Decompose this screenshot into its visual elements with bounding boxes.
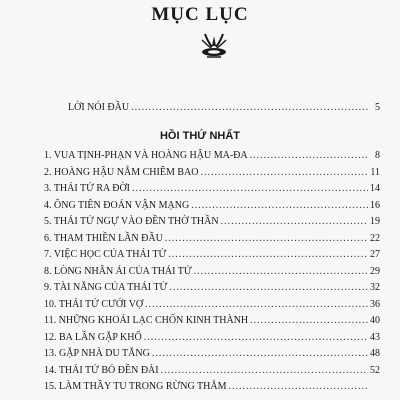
toc-entry[interactable]: [44, 299, 380, 316]
toc-entry[interactable]: [44, 249, 380, 266]
leader-dots: [191, 200, 368, 211]
toc-entry-preface[interactable]: [68, 102, 380, 113]
leader-dots: [131, 102, 368, 113]
entry-label: 6. THAM THIỀN LẦN ĐẦU: [44, 232, 163, 244]
toc-entry[interactable]: [44, 348, 380, 365]
toc-entry[interactable]: [44, 332, 380, 349]
toc-entry[interactable]: [44, 216, 380, 233]
entry-page-number: 43: [370, 331, 380, 343]
entry-page-number: 27: [370, 249, 380, 260]
leader-dots: [145, 299, 368, 310]
entry-page-number: 16: [370, 199, 380, 211]
leader-dots: [194, 266, 368, 277]
leader-dots: [221, 216, 368, 227]
leader-dots: [229, 381, 369, 392]
entry-label: 13. GẶP NHÀ DU TĂNG: [44, 348, 150, 359]
leader-dots: [144, 332, 368, 343]
leader-dots: [152, 348, 368, 359]
entry-label: 1. VUA TỊNH-PHẠN VÀ HOÀNG HẬU MA-ĐA: [44, 150, 248, 161]
entry-label: 7. VIỆC HỌC CỦA THÁI TỬ: [44, 249, 167, 260]
entry-label: 9. TÀI NĂNG CỦA THÁI TỬ: [44, 282, 168, 293]
leader-dots: [168, 249, 368, 260]
entry-label: 2. HOÀNG HẬU NẰM CHIÊM BAO: [44, 166, 199, 178]
entry-page-number: 11: [370, 166, 380, 178]
toc-entry[interactable]: [44, 365, 380, 382]
entry-page-number: 40: [370, 315, 380, 326]
section-heading: HỒI THỨ NHẤT: [159, 130, 240, 142]
toc-entry[interactable]: [44, 266, 380, 283]
leader-dots: [165, 233, 368, 244]
toc-entry[interactable]: [44, 150, 380, 167]
entry-label: 15. LÀM THẦY TU TRONG RỪNG THẲM: [44, 381, 227, 392]
leader-dots: [161, 365, 368, 376]
leader-dots: [250, 150, 368, 161]
entry-page-number: 36: [370, 298, 380, 310]
entry-label: 14. THÁI TỬ BỎ ĐỀN ĐÀI: [44, 364, 159, 376]
leader-dots: [250, 315, 368, 326]
toc-entry[interactable]: [44, 200, 380, 217]
entry-label: 3. THÁI TỬ RA ĐỜI: [44, 183, 131, 194]
toc-entry[interactable]: [44, 315, 380, 332]
toc-list: [44, 150, 380, 398]
entry-page-number: 48: [370, 348, 380, 359]
leader-dots: [200, 167, 368, 178]
entry-page-number: 8: [375, 150, 380, 161]
entry-label: LỜI NÓI ĐẦU: [68, 102, 130, 113]
page-title: MỤC LỤC: [151, 4, 249, 25]
lotus-ornament-icon: [197, 32, 231, 62]
leader-dots: [132, 183, 368, 194]
entry-page-number: 29: [370, 265, 380, 277]
entry-page-number: 19: [370, 216, 380, 227]
toc-entry[interactable]: [44, 381, 380, 398]
toc-entry[interactable]: [44, 167, 380, 184]
leader-dots: [169, 282, 368, 293]
entry-label: 12. BA LẦN GẶP KHỔ: [44, 331, 142, 343]
toc-entry[interactable]: [44, 282, 380, 299]
entry-label: 8. LÒNG NHÂN ÁI CỦA THÁI TỬ: [44, 265, 192, 277]
toc-entry[interactable]: [44, 233, 380, 250]
entry-page-number: 14: [370, 183, 380, 194]
entry-label: 5. THÁI TỬ NGỰ VÀO ĐỀN THỜ THẦN: [44, 216, 219, 227]
entry-page-number: 22: [370, 232, 380, 244]
entry-page-number: 5: [375, 102, 380, 113]
entry-page-number: 52: [370, 364, 380, 376]
entry-label: 4. ÔNG TIÊN ĐOÁN VẬN MẠNG: [44, 199, 190, 211]
entry-label: 10. THÁI TỬ CƯỚI VỢ: [44, 298, 144, 310]
entry-label: 11. NHỮNG KHOÁI LẠC CHỐN KINH THÀNH: [44, 315, 249, 326]
entry-page-number: 32: [370, 282, 380, 293]
toc-entry[interactable]: [44, 183, 380, 200]
